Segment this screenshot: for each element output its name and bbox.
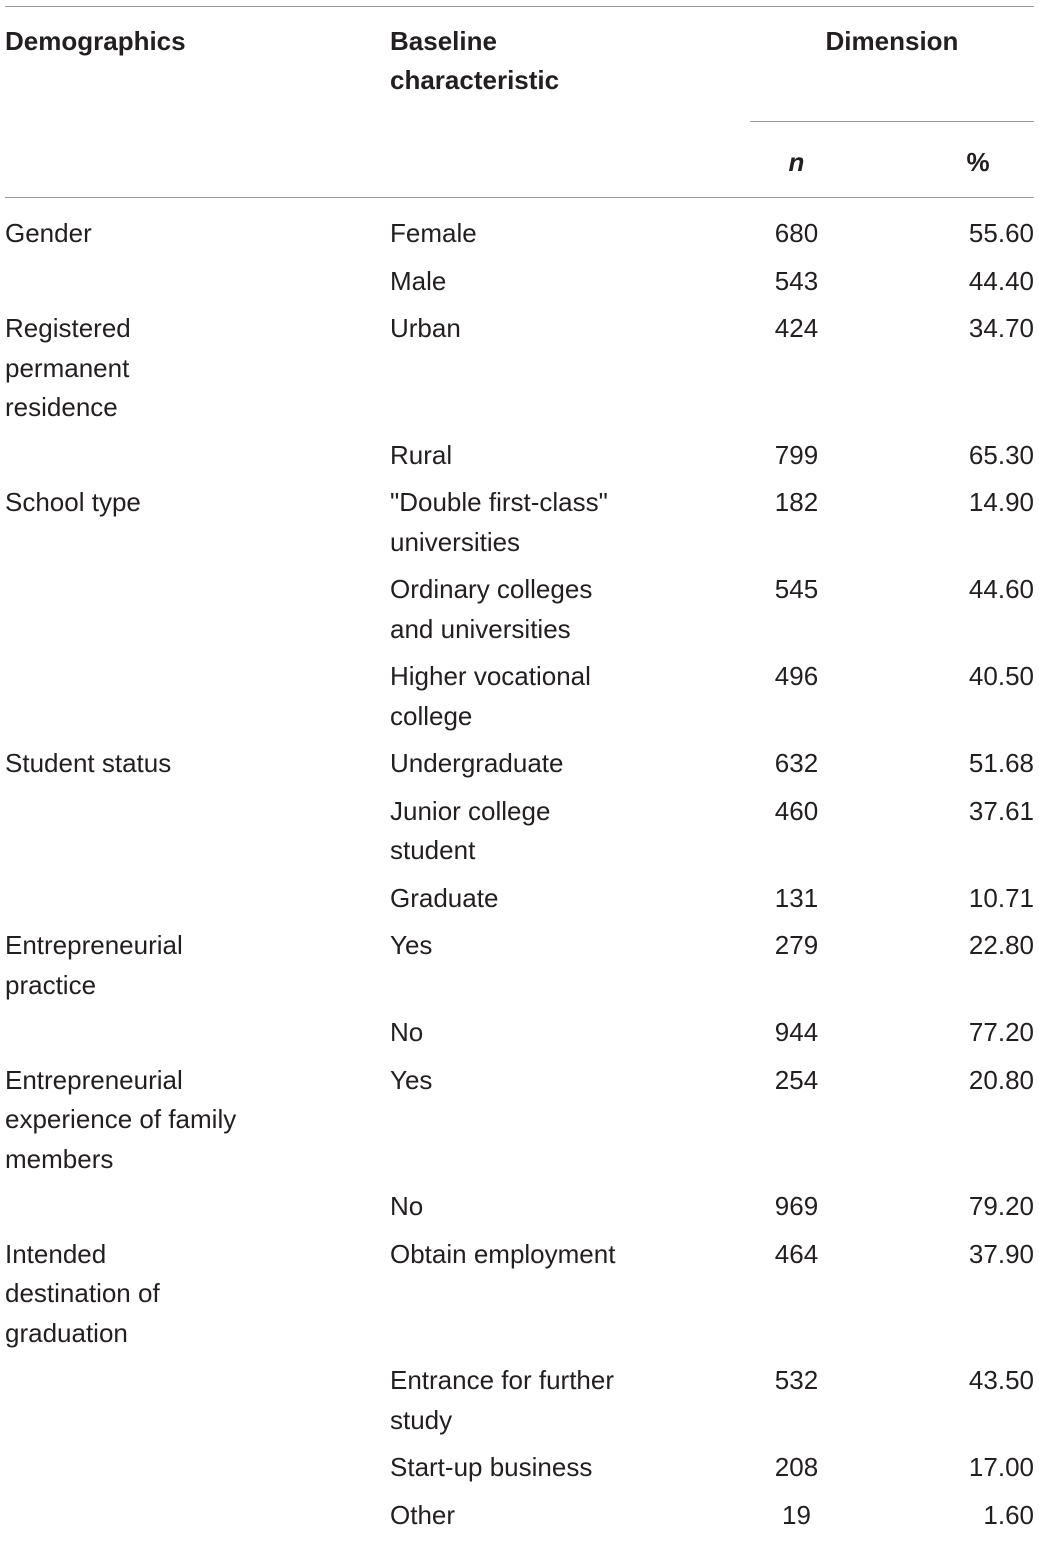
cell-percent: 65.30 (843, 436, 1034, 476)
characteristic-line: Undergraduate (390, 744, 750, 784)
demographic-line: Registered (5, 309, 390, 349)
characteristic-line: Entrance for further (390, 1361, 750, 1401)
cell-percent: 37.90 (843, 1235, 1034, 1275)
characteristic-line: Higher vocational (390, 657, 750, 697)
characteristic-line: Yes (390, 926, 750, 966)
demographic-line: Gender (5, 214, 390, 254)
cell-demographic (5, 1061, 390, 1180)
cell-demographic (5, 214, 390, 254)
cell-percent: 40.50 (843, 657, 1034, 697)
cell-characteristic (390, 926, 750, 966)
demographic-line: experience of family (5, 1100, 390, 1140)
demographic-line: destination of (5, 1274, 390, 1314)
demographic-line: residence (5, 388, 390, 428)
characteristic-line: Ordinary colleges (390, 570, 750, 610)
table-row (5, 1187, 1034, 1235)
demographic-line: permanent (5, 349, 390, 389)
table-row (5, 792, 1034, 879)
cell-characteristic (390, 1061, 750, 1101)
table-row (5, 436, 1034, 484)
cell-percent: 1.60 (843, 1496, 1034, 1536)
characteristic-line: Rural (390, 436, 750, 476)
cell-percent: 17.00 (843, 1448, 1034, 1488)
header-dimension: Dimension (750, 22, 1034, 61)
characteristic-line: Yes (390, 1061, 750, 1101)
table-row (5, 1235, 1034, 1362)
characteristic-line: Junior college (390, 792, 750, 832)
characteristic-line: Female (390, 214, 750, 254)
cell-characteristic (390, 1361, 750, 1440)
cell-characteristic (390, 657, 750, 736)
header-baseline-line1: Baseline (390, 22, 559, 61)
header-baseline-characteristic (390, 22, 559, 100)
cell-percent: 20.80 (843, 1061, 1034, 1101)
demographic-line: graduation (5, 1314, 390, 1354)
demographic-line: members (5, 1140, 390, 1180)
dimension-rule (750, 121, 1034, 122)
cell-characteristic (390, 879, 750, 919)
characteristic-line: No (390, 1187, 750, 1227)
cell-n: 131 (750, 879, 843, 919)
characteristic-line: and universities (390, 610, 750, 650)
cell-percent: 77.20 (843, 1013, 1034, 1053)
table-row (5, 879, 1034, 927)
characteristic-line: Start-up business (390, 1448, 750, 1488)
cell-n: 799 (750, 436, 843, 476)
cell-n: 969 (750, 1187, 843, 1227)
header-n: n (750, 143, 843, 182)
table-row (5, 1496, 1034, 1543)
cell-n: 680 (750, 214, 843, 254)
characteristic-line: Urban (390, 309, 750, 349)
table-row (5, 262, 1034, 310)
cell-n: 460 (750, 792, 843, 832)
cell-demographic (5, 309, 390, 428)
cell-demographic (5, 744, 390, 784)
characteristic-line: Obtain employment (390, 1235, 750, 1275)
demographic-line: School type (5, 483, 390, 523)
demographic-line: Entrepreneurial (5, 926, 390, 966)
demographic-line: Intended (5, 1235, 390, 1275)
cell-percent: 55.60 (843, 214, 1034, 254)
cell-percent: 43.50 (843, 1361, 1034, 1401)
table-row (5, 1061, 1034, 1188)
characteristic-line: Male (390, 262, 750, 302)
cell-characteristic (390, 1235, 750, 1275)
demographic-line: practice (5, 966, 390, 1006)
characteristic-line: "Double first-class" (390, 483, 750, 523)
header-percent: % (943, 143, 1013, 182)
table-row (5, 1448, 1034, 1496)
header-bottom-rule (5, 197, 1034, 198)
cell-percent: 14.90 (843, 483, 1034, 523)
table-body (5, 214, 1034, 1543)
cell-percent: 79.20 (843, 1187, 1034, 1227)
cell-n: 19 (750, 1496, 843, 1536)
characteristic-line: universities (390, 523, 750, 563)
cell-characteristic (390, 1496, 750, 1536)
table-top-rule (5, 6, 1034, 7)
characteristic-line: Other (390, 1496, 750, 1536)
cell-percent: 10.71 (843, 879, 1034, 919)
cell-characteristic (390, 1013, 750, 1053)
cell-characteristic (390, 1448, 750, 1488)
characteristic-line: No (390, 1013, 750, 1053)
cell-n: 632 (750, 744, 843, 784)
header-baseline-line2: characteristic (390, 61, 559, 100)
cell-n: 182 (750, 483, 843, 523)
characteristic-line: college (390, 697, 750, 737)
cell-characteristic (390, 1187, 750, 1227)
cell-characteristic (390, 744, 750, 784)
cell-characteristic (390, 214, 750, 254)
cell-characteristic (390, 309, 750, 349)
cell-n: 944 (750, 1013, 843, 1053)
table-row (5, 483, 1034, 570)
characteristic-line: Graduate (390, 879, 750, 919)
table-row (5, 1013, 1034, 1061)
cell-characteristic (390, 483, 750, 562)
demographic-line: Entrepreneurial (5, 1061, 390, 1101)
cell-characteristic (390, 570, 750, 649)
cell-n: 208 (750, 1448, 843, 1488)
table-row (5, 309, 1034, 436)
cell-demographic (5, 926, 390, 1005)
characteristic-line: student (390, 831, 750, 871)
cell-n: 496 (750, 657, 843, 697)
cell-characteristic (390, 436, 750, 476)
cell-percent: 22.80 (843, 926, 1034, 966)
cell-n: 464 (750, 1235, 843, 1275)
cell-characteristic (390, 792, 750, 871)
cell-percent: 51.68 (843, 744, 1034, 784)
cell-demographic (5, 483, 390, 523)
characteristic-line: study (390, 1401, 750, 1441)
cell-percent: 44.40 (843, 262, 1034, 302)
cell-n: 424 (750, 309, 843, 349)
cell-n: 543 (750, 262, 843, 302)
cell-percent: 44.60 (843, 570, 1034, 610)
cell-n: 545 (750, 570, 843, 610)
cell-characteristic (390, 262, 750, 302)
table-row (5, 570, 1034, 657)
demographic-line: Student status (5, 744, 390, 784)
table-row (5, 214, 1034, 262)
cell-percent: 37.61 (843, 792, 1034, 832)
cell-percent: 34.70 (843, 309, 1034, 349)
table-row (5, 1361, 1034, 1448)
table-row (5, 657, 1034, 744)
table-row (5, 926, 1034, 1013)
cell-n: 532 (750, 1361, 843, 1401)
header-demographics: Demographics (5, 22, 186, 61)
cell-n: 279 (750, 926, 843, 966)
table-row (5, 744, 1034, 792)
cell-n: 254 (750, 1061, 843, 1101)
cell-demographic (5, 1235, 390, 1354)
